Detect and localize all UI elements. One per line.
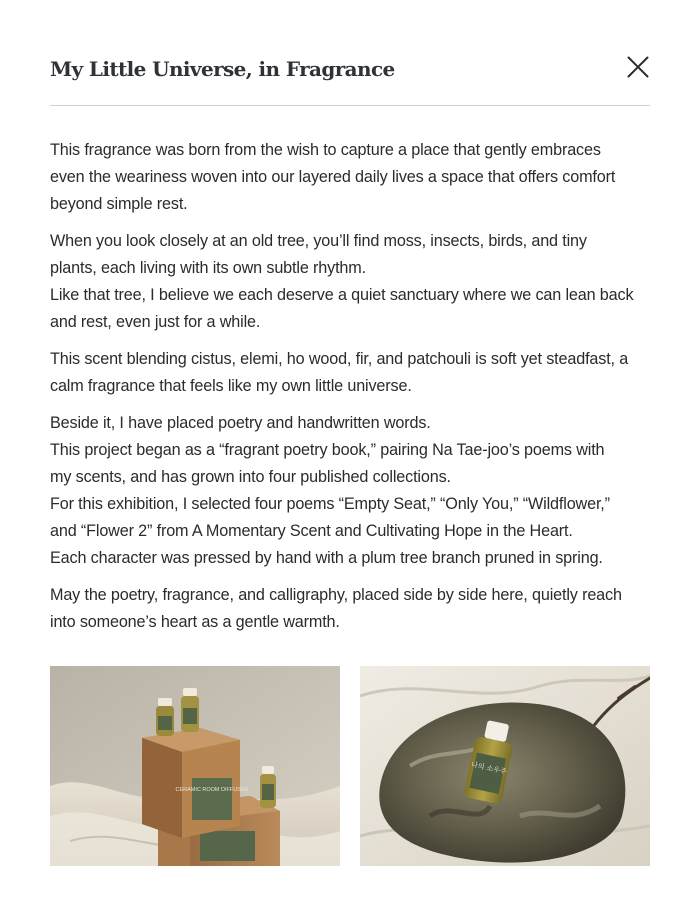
box-label: CERAMIC ROOM DIFFUSER (175, 787, 249, 793)
text-line: my scents, and has grown into four published collections. (50, 468, 451, 486)
text-line: beyond simple rest. (50, 195, 188, 213)
text-line: Like that tree, I believe we each deserve a quiet sanctuary where we can lean back (50, 286, 634, 304)
text-line: When you look closely at an old tree, you’ll find moss, insects, birds, and tiny (50, 232, 587, 250)
modal-header (50, 48, 650, 106)
paragraph-2 (50, 228, 652, 336)
bottle-on-rock-photo (360, 666, 650, 866)
text-line: This project began as a “fragrant poetry book,” pairing Na Tae-joo’s poems with (50, 441, 605, 459)
close-icon (626, 55, 650, 79)
modal-title: My Little Universe, in Fragrance (50, 57, 395, 81)
text-line: Beside it, I have placed poetry and handwritten words. (50, 414, 431, 432)
text-line: This scent blending cistus, elemi, ho wood, fir, and patchouli is soft yet steadfast, a (50, 350, 629, 368)
image-gallery (50, 666, 650, 866)
text-line: and rest, even just for a while. (50, 313, 261, 331)
text-line: Each character was pressed by hand with a plum tree branch pruned in spring. (50, 549, 603, 567)
text-line: This fragrance was born from the wish to capture a place that gently embraces (50, 141, 601, 159)
paragraph-5 (50, 582, 652, 636)
modal-body (50, 137, 652, 646)
diffuser-box-photo (50, 666, 340, 866)
text-line: calm fragrance that feels like my own little universe. (50, 377, 412, 395)
text-line: even the weariness woven into our layered daily lives a space that offers comfort (50, 168, 616, 186)
text-line: May the poetry, fragrance, and calligraphy, placed side by side here, quietly reach (50, 586, 622, 604)
text-line: and “Flower 2” from A Momentary Scent and Cultivating Hope in the Heart. (50, 522, 573, 540)
paragraph-1 (50, 137, 652, 218)
text-line: For this exhibition, I selected four poems “Empty Seat,” “Only You,” “Wildflower,” (50, 495, 610, 513)
text-line: into someone’s heart as a gentle warmth. (50, 613, 340, 631)
paragraph-3 (50, 346, 652, 400)
paragraph-4 (50, 410, 652, 572)
close-button[interactable] (626, 55, 650, 79)
text-line: plants, each living with its own subtle rhythm. (50, 259, 366, 277)
bottle-label: 나의 소우주 (470, 760, 508, 776)
